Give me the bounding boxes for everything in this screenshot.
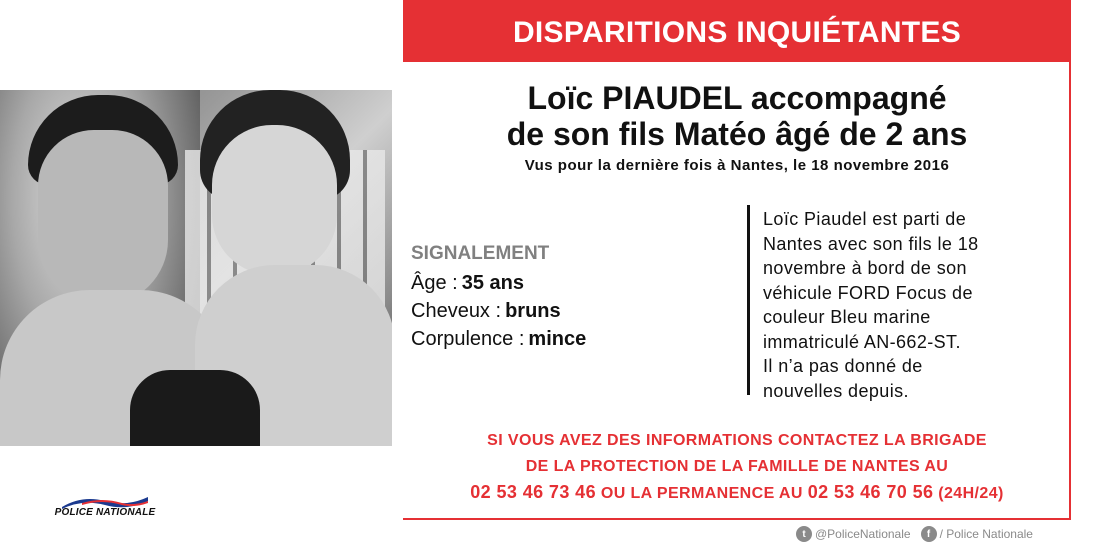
frame-border-bottom <box>403 518 1071 520</box>
phone-brigade[interactable]: 02 53 46 73 46 <box>470 482 596 502</box>
logo-text: POLICE NATIONALE <box>54 507 156 518</box>
facebook-page[interactable]: / Police Nationale <box>939 527 1033 541</box>
description-line: novembre à bord de son <box>763 258 967 278</box>
contact-line-1: SI VOUS AVEZ DES INFORMATIONS CONTACTEZ LA BRIGADE <box>487 432 987 449</box>
description-line: Nantes avec son fils le 18 <box>763 233 979 254</box>
signalement-row-build <box>411 328 586 351</box>
build-label: Corpulence : <box>411 328 525 350</box>
police-nationale-logo <box>40 495 170 535</box>
twitter-icon[interactable]: t <box>796 526 812 542</box>
description-line: véhicule FORD Focus de <box>763 282 973 303</box>
alert-header: DISPARITIONS INQUIÉTANTES <box>403 0 1071 62</box>
contact-middle-text: OU LA PERMANENCE AU <box>600 485 803 502</box>
signalement-heading: SIGNALEMENT <box>411 243 550 264</box>
twitter-handle[interactable]: @PoliceNationale <box>815 527 911 541</box>
contact-line-3 <box>403 482 1071 503</box>
description-line: nouvelles depuis. <box>763 380 909 401</box>
contact-hours: (24H/24) <box>938 485 1004 502</box>
description-line: Loïc Piaudel est parti de <box>763 209 967 229</box>
description-divider <box>747 205 750 395</box>
phone-permanence[interactable]: 02 53 46 70 56 <box>807 482 934 502</box>
description-line: Il n’a pas donné de <box>763 356 923 376</box>
description-line: couleur Bleu marine <box>763 307 931 327</box>
person-title <box>403 80 1071 152</box>
age-value: 35 ans <box>461 272 524 294</box>
hair-value: bruns <box>505 300 561 322</box>
age-label: Âge : <box>411 272 458 294</box>
hair-label: Cheveux : <box>411 300 502 322</box>
contact-line-2: DE LA PROTECTION DE LA FAMILLE DE NANTES AU <box>525 458 949 475</box>
title-line-1: Loïc PIAUDEL accompagné <box>527 80 947 116</box>
title-line-2: de son fils Matéo âgé de 2 ans <box>506 116 968 152</box>
facebook-icon[interactable]: f <box>921 526 937 542</box>
description-text <box>763 207 1063 403</box>
description-line: immatriculé AN-662-ST. <box>763 331 961 352</box>
build-value: mince <box>528 328 587 350</box>
social-links <box>796 526 1033 542</box>
missing-persons-photo <box>0 90 392 446</box>
last-seen-text: Vus pour la dernière fois à Nantes, le 18 novembre 2016 <box>524 157 950 174</box>
signalement-row-age <box>411 272 524 295</box>
signalement-row-hair <box>411 300 561 323</box>
